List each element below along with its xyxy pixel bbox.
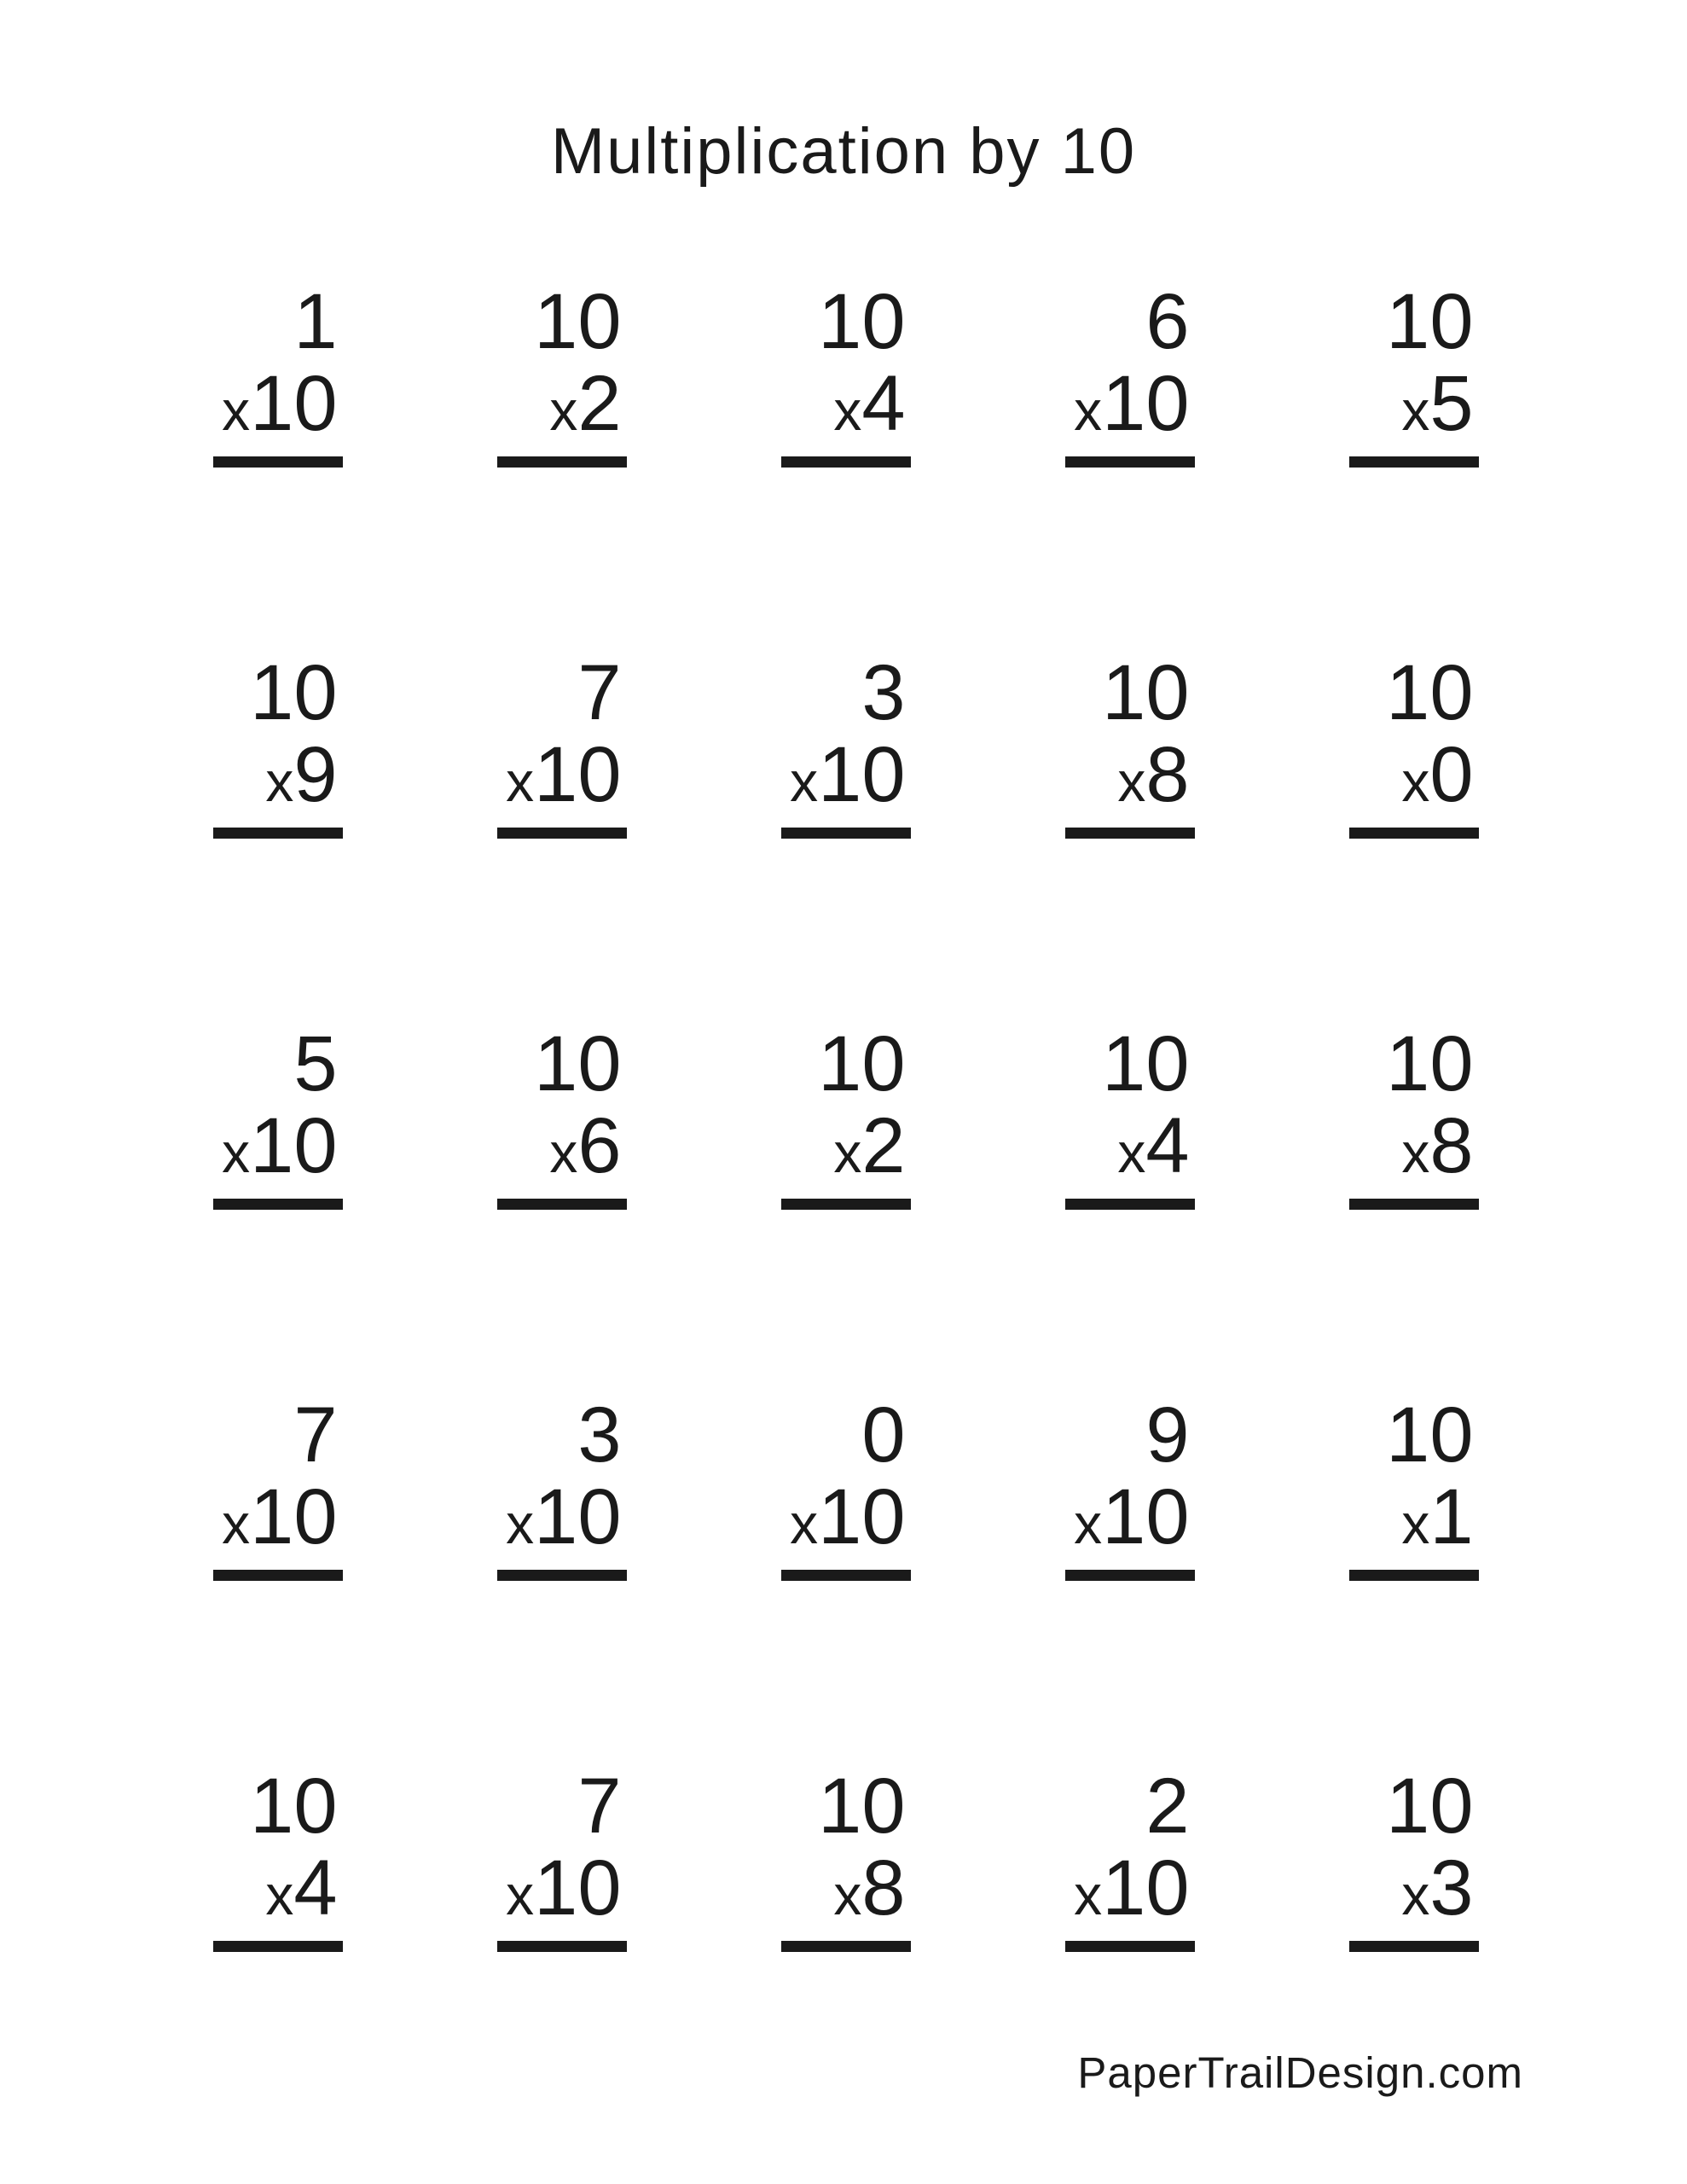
bottom-operand: 10: [1102, 360, 1190, 447]
top-operand: 10: [818, 278, 906, 365]
bottom-operand-row: [1065, 1102, 1195, 1194]
multiplication-problem: [497, 1391, 627, 1581]
bottom-operand: 10: [818, 731, 906, 818]
multiplication-problem: [1065, 1391, 1195, 1581]
multiply-sign: x: [833, 379, 862, 442]
multiplication-problem: [213, 1765, 343, 1952]
bottom-operand: 6: [577, 1102, 622, 1189]
bottom-operand-row: [1349, 360, 1479, 451]
multiply-sign: x: [1074, 1492, 1103, 1555]
top-operand: 10: [250, 1763, 338, 1850]
footer-credit: PaperTrailDesign.com: [1077, 2048, 1523, 2097]
answer-line: [1349, 1570, 1479, 1581]
multiply-sign: x: [549, 379, 578, 442]
multiply-sign: x: [1117, 750, 1146, 813]
answer-line: [497, 828, 627, 839]
multiplication-problem: [213, 1391, 343, 1581]
bottom-operand-row: [781, 1473, 911, 1565]
answer-line: [1065, 456, 1195, 468]
multiplication-problem: [1065, 1020, 1195, 1210]
top-operand: 1: [293, 278, 338, 365]
top-operand: 10: [818, 1020, 906, 1107]
multiplication-problem: [781, 1391, 911, 1581]
bottom-operand: 10: [250, 360, 338, 447]
multiplication-problem: [1065, 1765, 1195, 1952]
multiplication-problem: [1349, 1020, 1479, 1210]
multiply-sign: x: [265, 750, 294, 813]
worksheet-title: Multiplication by 10: [550, 115, 1137, 188]
bottom-operand: 10: [250, 1473, 338, 1560]
top-operand: 10: [1102, 1020, 1190, 1107]
top-operand: 6: [1145, 278, 1190, 365]
answer-line: [1349, 456, 1479, 468]
multiplication-problem: [497, 1020, 627, 1210]
bottom-operand-row: [1065, 731, 1195, 822]
bottom-operand: 10: [1102, 1473, 1190, 1560]
top-operand: 10: [534, 1020, 622, 1107]
top-operand: 10: [1386, 1763, 1474, 1850]
bottom-operand: 10: [534, 731, 622, 818]
bottom-operand-row: [781, 1102, 911, 1194]
answer-line: [497, 456, 627, 468]
answer-line: [1065, 1570, 1195, 1581]
bottom-operand-row: [1065, 360, 1195, 451]
answer-line: [1065, 1941, 1195, 1952]
bottom-operand-row: [1349, 731, 1479, 822]
bottom-operand: 10: [534, 1844, 622, 1931]
bottom-operand-row: [497, 1473, 627, 1565]
top-operand: 5: [293, 1020, 338, 1107]
multiply-sign: x: [506, 1863, 535, 1926]
top-operand: 10: [1386, 278, 1474, 365]
top-operand: 10: [1386, 1020, 1474, 1107]
bottom-operand: 2: [577, 360, 622, 447]
multiply-sign: x: [1401, 1492, 1430, 1555]
bottom-operand: 3: [1429, 1844, 1474, 1931]
answer-line: [213, 456, 343, 468]
multiply-sign: x: [790, 1492, 819, 1555]
bottom-operand-row: [213, 360, 343, 451]
multiply-sign: x: [549, 1121, 578, 1184]
multiply-sign: x: [1401, 1863, 1430, 1926]
bottom-operand: 10: [534, 1473, 622, 1560]
bottom-operand-row: [781, 360, 911, 451]
answer-line: [213, 1199, 343, 1210]
top-operand: 0: [861, 1391, 906, 1478]
bottom-operand: 4: [293, 1844, 338, 1931]
multiply-sign: x: [833, 1863, 862, 1926]
bottom-operand-row: [213, 1844, 343, 1936]
multiply-sign: x: [790, 750, 819, 813]
bottom-operand: 4: [1145, 1102, 1190, 1189]
top-operand: 7: [577, 649, 622, 736]
answer-line: [213, 1941, 343, 1952]
answer-line: [213, 828, 343, 839]
top-operand: 10: [1102, 649, 1190, 736]
multiply-sign: x: [265, 1863, 294, 1926]
bottom-operand-row: [213, 1102, 343, 1194]
top-operand: 9: [1145, 1391, 1190, 1478]
answer-line: [1349, 1199, 1479, 1210]
answer-line: [1349, 828, 1479, 839]
bottom-operand-row: [1065, 1473, 1195, 1565]
multiply-sign: x: [1117, 1121, 1146, 1184]
answer-line: [1065, 1199, 1195, 1210]
answer-line: [781, 828, 911, 839]
multiply-sign: x: [1074, 379, 1103, 442]
multiply-sign: x: [506, 750, 535, 813]
multiplication-problem: [1349, 649, 1479, 839]
top-operand: 10: [250, 649, 338, 736]
bottom-operand-row: [1065, 1844, 1195, 1936]
bottom-operand-row: [497, 731, 627, 822]
answer-line: [497, 1199, 627, 1210]
multiplication-problem: [781, 649, 911, 839]
multiplication-problem: [781, 1020, 911, 1210]
multiplication-problem: [213, 649, 343, 839]
bottom-operand: 10: [818, 1473, 906, 1560]
multiply-sign: x: [1074, 1863, 1103, 1926]
bottom-operand: 5: [1429, 360, 1474, 447]
multiplication-problem: [1065, 649, 1195, 839]
bottom-operand: 8: [1145, 731, 1190, 818]
bottom-operand-row: [213, 1473, 343, 1565]
multiplication-problem: [1349, 278, 1479, 468]
top-operand: 3: [861, 649, 906, 736]
bottom-operand-row: [213, 731, 343, 822]
bottom-operand: 10: [250, 1102, 338, 1189]
multiply-sign: x: [1401, 750, 1430, 813]
answer-line: [1065, 828, 1195, 839]
multiply-sign: x: [506, 1492, 535, 1555]
multiply-sign: x: [833, 1121, 862, 1184]
worksheet-grid: [136, 278, 1556, 1952]
top-operand: 7: [577, 1763, 622, 1850]
multiplication-problem: [497, 649, 627, 839]
multiplication-problem: [497, 278, 627, 468]
top-operand: 3: [577, 1391, 622, 1478]
bottom-operand: 2: [861, 1102, 906, 1189]
bottom-operand-row: [1349, 1473, 1479, 1565]
bottom-operand-row: [1349, 1102, 1479, 1194]
multiplication-problem: [213, 278, 343, 468]
multiplication-problem: [1065, 278, 1195, 468]
multiply-sign: x: [222, 379, 251, 442]
bottom-operand-row: [497, 360, 627, 451]
multiplication-problem: [1349, 1765, 1479, 1952]
bottom-operand-row: [1349, 1844, 1479, 1936]
bottom-operand-row: [781, 731, 911, 822]
answer-line: [781, 1199, 911, 1210]
multiply-sign: x: [222, 1121, 251, 1184]
multiply-sign: x: [1401, 1121, 1430, 1184]
top-operand: 10: [1386, 649, 1474, 736]
bottom-operand-row: [497, 1102, 627, 1194]
answer-line: [1349, 1941, 1479, 1952]
answer-line: [781, 1570, 911, 1581]
top-operand: 10: [1386, 1391, 1474, 1478]
multiplication-problem: [781, 278, 911, 468]
bottom-operand: 8: [861, 1844, 906, 1931]
multiplication-problem: [781, 1765, 911, 1952]
multiplication-problem: [1349, 1391, 1479, 1581]
bottom-operand: 9: [293, 731, 338, 818]
bottom-operand: 8: [1429, 1102, 1474, 1189]
answer-line: [213, 1570, 343, 1581]
top-operand: 10: [534, 278, 622, 365]
bottom-operand: 4: [861, 360, 906, 447]
answer-line: [781, 456, 911, 468]
answer-line: [781, 1941, 911, 1952]
bottom-operand: 1: [1429, 1473, 1474, 1560]
multiplication-problem: [213, 1020, 343, 1210]
top-operand: 7: [293, 1391, 338, 1478]
answer-line: [497, 1570, 627, 1581]
answer-line: [497, 1941, 627, 1952]
bottom-operand-row: [781, 1844, 911, 1936]
bottom-operand-row: [497, 1844, 627, 1936]
bottom-operand: 10: [1102, 1844, 1190, 1931]
bottom-operand: 0: [1429, 731, 1474, 818]
multiply-sign: x: [1401, 379, 1430, 442]
top-operand: 10: [818, 1763, 906, 1850]
multiply-sign: x: [222, 1492, 251, 1555]
top-operand: 2: [1145, 1763, 1190, 1850]
multiplication-problem: [497, 1765, 627, 1952]
